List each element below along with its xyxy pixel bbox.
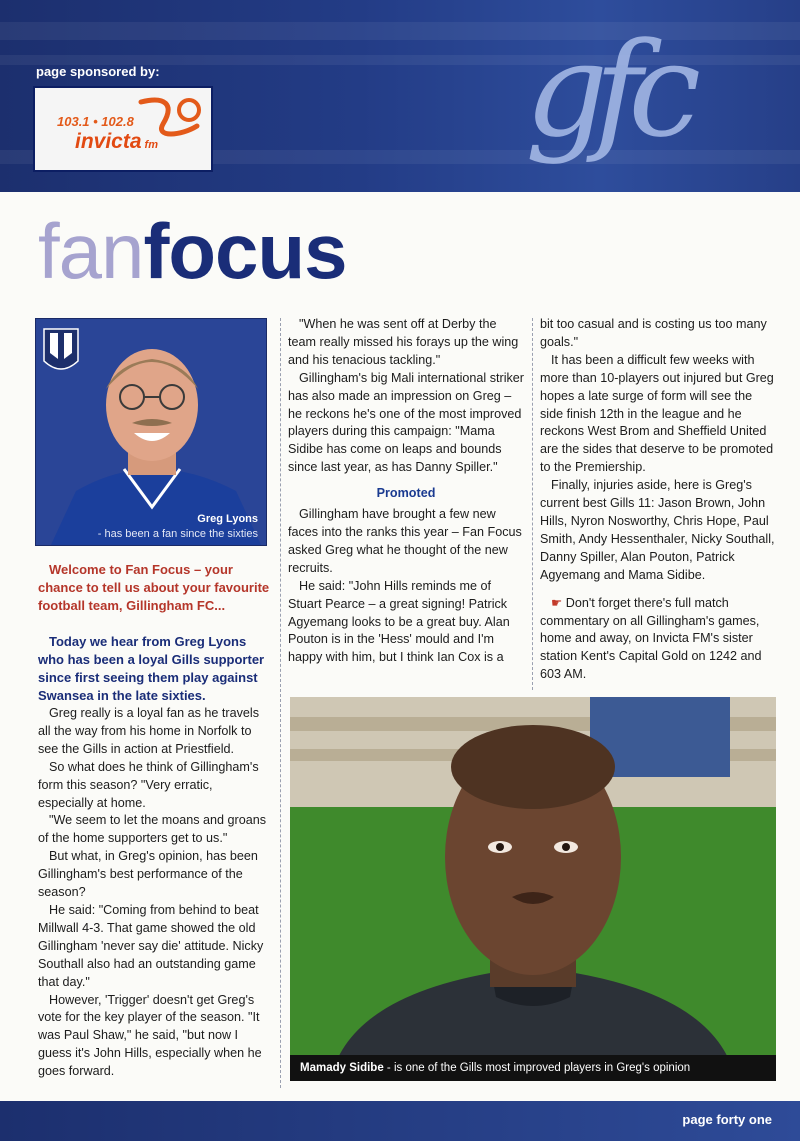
body-paragraph: Gillingham have brought a few new faces into the ranks this year – Fan Focus asked Greg what he thought of the new recruits.: [288, 507, 522, 575]
sponsor-label: page sponsored by:: [36, 64, 160, 79]
player-name: Mamady Sidibe: [300, 1062, 384, 1074]
commentary-note: ☛ Don't forget there's full match commentary on all Gillingham's games, home and away, on Invicta FM's sister station Kent's Capital Gold on 1242 and 603 AM.: [540, 595, 762, 682]
intro-lead: Welcome to Fan Focus – your chance to tell us about your favourite football team, Gillingham FC...: [38, 562, 270, 613]
column-divider: [532, 318, 533, 690]
body-paragraph: But what, in Greg's opinion, has been Gillingham's best performance of the season?: [38, 849, 258, 900]
fan-name: Greg Lyons: [197, 513, 258, 525]
header-banner: [0, 0, 800, 192]
player-photo: [290, 697, 776, 1081]
body-paragraph: However, 'Trigger' doesn't get Greg's vote for the key player of the season. "It was Paul Shaw," he said, "but now I guess it's John Hills, especially when he goes forward.: [38, 992, 262, 1079]
body-paragraph: He said: "John Hills reminds me of Stuart Pearce – a great signing! Patrick Agyemang looks to be a great buy. Alan Pouton is in the 'Hess' mould and I'm happy with him, but I think Ian Cox is a: [288, 578, 510, 665]
fan-caption: - has been a fan since the sixties: [97, 528, 258, 540]
player-portrait-image: [290, 697, 776, 1081]
body-paragraph: Gillingham's big Mali international striker has also made an impression on Greg – he reckons he's one of the most improved players during this campaign: "Mama Sidibe has come on leaps and bounds since last year, as has Danny Spiller.": [288, 370, 524, 475]
column-divider: [280, 318, 281, 1088]
sponsor-logo: [33, 86, 213, 172]
fan-photo: [35, 318, 267, 546]
page-number: page forty one: [682, 1112, 772, 1127]
column-2: [288, 316, 524, 667]
footer-bar: [0, 1101, 800, 1141]
column-3: [540, 316, 776, 684]
body-paragraph: Greg really is a loyal fan as he travels all the way from his home in Norfolk to see the Gills in action at Priestfield.: [38, 706, 259, 756]
pointing-hand-icon: ☛: [551, 595, 563, 610]
gfc-logo-text: gfc: [525, 20, 688, 166]
body-paragraph: "When he was sent off at Derby the team really missed his forays up the wing and his tenacious tackling.": [288, 317, 519, 367]
page-title: fanfocus: [38, 207, 347, 295]
body-paragraph: bit too casual and is costing us too many goals.": [540, 317, 767, 349]
body-paragraph: "We seem to let the moans and groans of the home supporters get to us.": [38, 813, 267, 846]
player-caption: Mamady Sidibe - is one of the Gills most improved players in Greg's opinion: [290, 1055, 776, 1081]
subheading-promoted: Promoted: [376, 486, 436, 501]
body-paragraph: Finally, injuries aside, here is Greg's current best Gills 11: Jason Brown, John Hills, Nyron Nosworthy, Chris Hope, Paul Smith, Andy Hessenthaler, Nicky Southall, Danny Spiller, Alan Pouton, Patrick Agyemang and Mama Sidibe.: [540, 478, 775, 582]
body-paragraph: So what does he think of Gillingham's form this season? "Very erratic, especially at home.: [38, 759, 259, 810]
gfc-club-logo: [525, 20, 780, 170]
body-paragraph: It has been a difficult few weeks with more than 10-players out injured but Greg hopes a late surge of form will see the side finish 12th in the league and he reckons West Brom and Sheffield United are the sides that deserve to be promoted to the Premiership.: [540, 352, 774, 475]
sponsor-fm: fm: [144, 139, 158, 151]
sponsor-name: invicta fm: [75, 130, 158, 153]
intro-highlight: Today we hear from Greg Lyons who has been a loyal Gills supporter since first seeing them play against Swansea in the late sixties.: [38, 634, 265, 703]
sponsor-frequency: 103.1 • 102.8: [57, 114, 134, 129]
body-paragraph: He said: "Coming from behind to beat Millwall 4-3. That game showed the old Gillingham 'never say die' attitude. Nicky Southall also had an outstanding game that day.": [38, 902, 264, 989]
column-1: [38, 561, 271, 1081]
fan-portrait-image: [36, 319, 267, 546]
